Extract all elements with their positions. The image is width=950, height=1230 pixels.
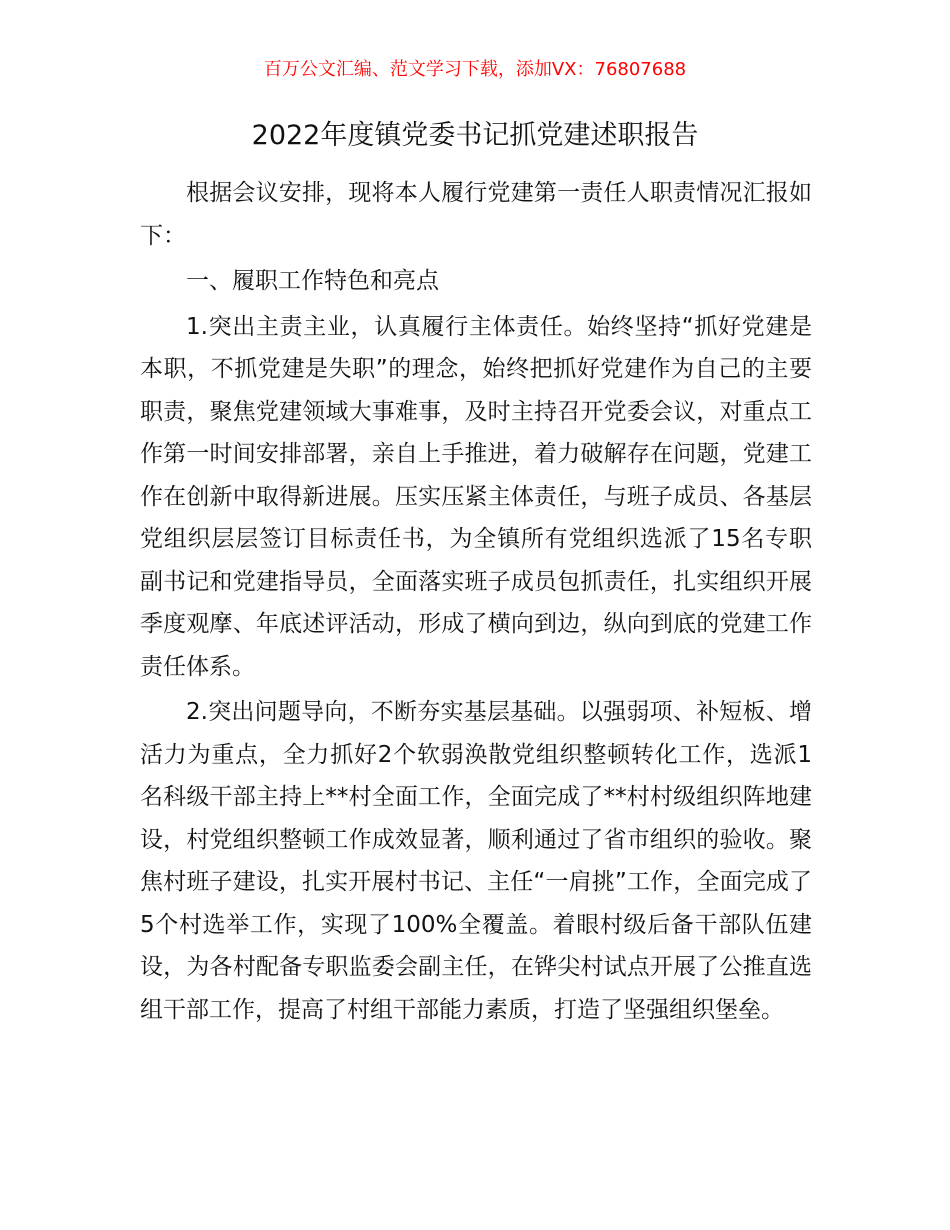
intro-paragraph: 根据会议安排，现将本人履行党建第一责任人职责情况汇报如下： — [140, 180, 812, 249]
section-heading: 一、履职工作特色和亮点 — [186, 268, 439, 294]
page-title: 2022年度镇党委书记抓党建述职报告 — [251, 120, 699, 151]
document-body — [140, 172, 812, 1031]
body-paragraph-2: 2.突出问题导向，不断夯实基层基础。以强弱项、补短板、增活力为重点，全力抓好2个软弱涣散党组织整顿转化工作，选派1名科级干部主持上**村全面工作，全面完成了**村村级组织阵地建设，村党组织整顿工作成效显著，顺利通过了省市组织的验收。聚焦村班子建设，扎实开展村书记、主任“一肩挑”工作，全面完成了5个村选举工作，实现了100%全覆盖。着眼村级后备干部队伍建设，为各村配备专职监委会副主任，在铧尖村试点开展了公推直选组干部工作，提高了村组干部能力素质，打造了坚强组织堡垒。 — [140, 699, 812, 1023]
body-paragraph-1: 1.突出主责主业，认真履行主体责任。始终坚持“抓好党建是本职，不抓党建是失职”的理念，始终把抓好党建作为自己的主要职责，聚焦党建领域大事难事，及时主持召开党委会议，对重点工作第一时间安排部署，亲自上手推进，着力破解存在问题，党建工作在创新中取得新进展。压实压紧主体责任，与班子成员、各基层党组织层层签订目标责任书，为全镇所有党组织选派了15名专职副书记和党建指导员，全面落实班子成员包抓责任，扎实组织开展季度观摩、年底述评活动，形成了横向到边，纵向到底的党建工作责任体系。 — [140, 313, 812, 680]
watermark-banner: 百万公文汇编、范文学习下载，添加VX：76807688 — [263, 59, 687, 80]
